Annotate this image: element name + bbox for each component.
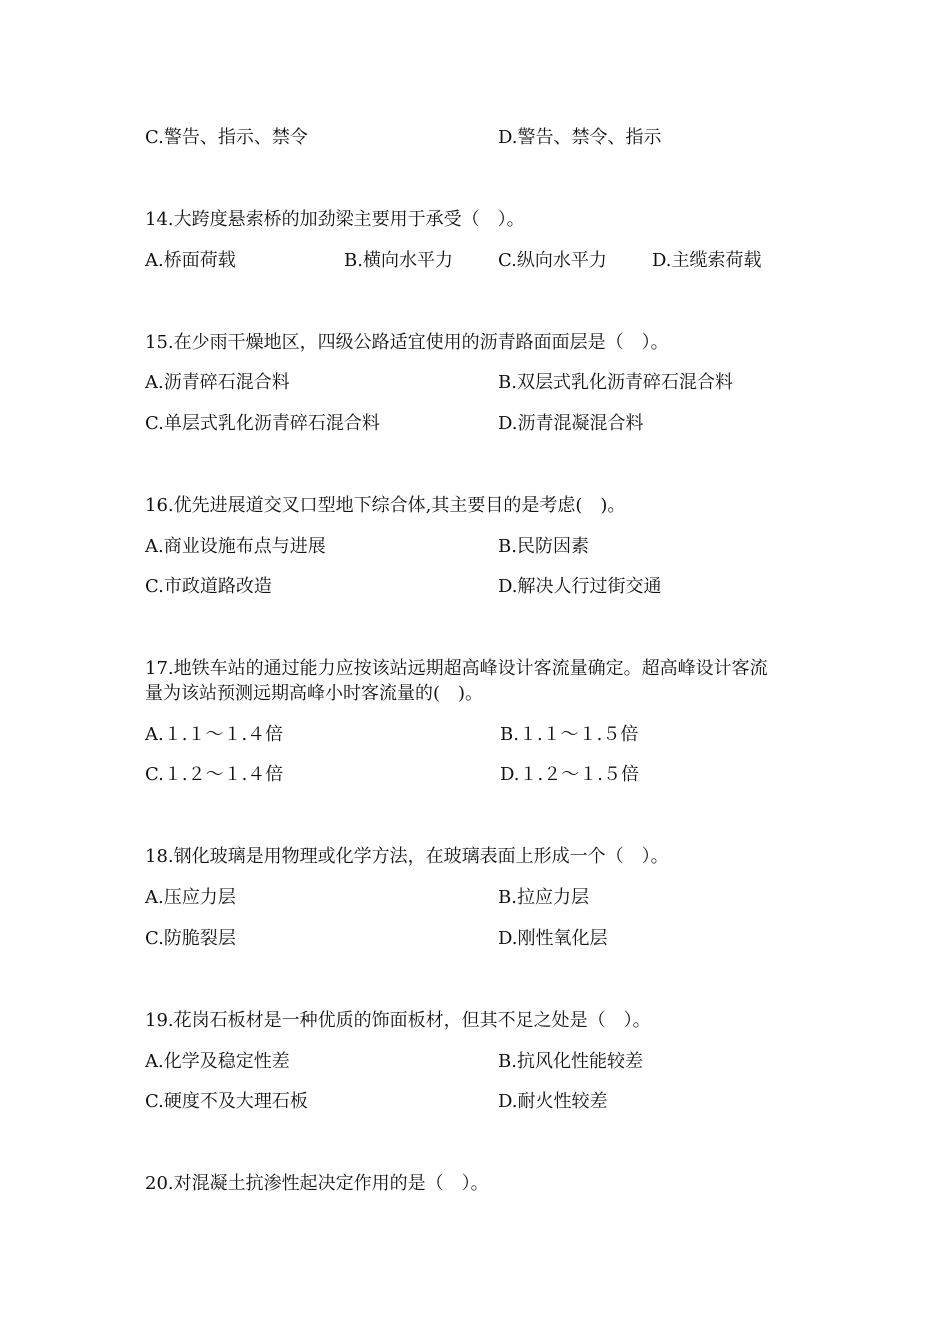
q16-option-b: B.民防因素 — [498, 536, 589, 557]
q15-question: 15.在少雨干燥地区，四级公路适宜使用的沥青路面面层是（ ）。 — [145, 332, 669, 353]
q14-option-a: A.桥面荷载 — [145, 250, 236, 271]
q16-option-d: D.解决人行过街交通 — [498, 576, 662, 597]
q18-option-d: D.刚性氧化层 — [498, 928, 608, 949]
q13-option-c: C.警告、指示、禁令 — [145, 127, 308, 148]
q14-option-c: C.纵向水平力 — [498, 250, 607, 271]
q19-option-d: D.耐火性较差 — [498, 1091, 608, 1112]
q17-question-line2: 量为该站预测远期高峰小时客流量的( )。 — [145, 683, 484, 704]
q15-option-b: B.双层式乳化沥青碎石混合料 — [498, 372, 733, 393]
q18-question: 18.钢化玻璃是用物理或化学方法，在玻璃表面上形成一个（ ）。 — [145, 846, 669, 867]
q16-option-c: C.市政道路改造 — [145, 576, 272, 597]
q13-option-d: D.警告、禁令、指示 — [498, 127, 662, 148]
q17-option-d: D.１.２～１.５倍 — [500, 764, 639, 785]
q16-question: 16.优先进展道交叉口型地下综合体,其主要目的是考虑( )。 — [145, 495, 626, 516]
q18-option-c: C.防脆裂层 — [145, 928, 236, 949]
q15-option-c: C.单层式乳化沥青碎石混合料 — [145, 413, 380, 434]
q14-question: 14.大跨度悬索桥的加劲梁主要用于承受（ ）。 — [145, 209, 525, 230]
q18-option-a: A.压应力层 — [145, 887, 236, 908]
q19-question: 19.花岗石板材是一种优质的饰面板材，但其不足之处是（ ）。 — [145, 1010, 651, 1031]
q19-option-a: A.化学及稳定性差 — [145, 1051, 290, 1072]
q18-option-b: B.拉应力层 — [498, 887, 589, 908]
q17-option-c: C.１.２～１.４倍 — [145, 764, 284, 785]
q14-option-d: D.主缆索荷载 — [652, 250, 762, 271]
q19-option-c: C.硬度不及大理石板 — [145, 1091, 308, 1112]
q15-option-d: D.沥青混凝混合料 — [498, 413, 644, 434]
q20-question: 20.对混凝土抗渗性起决定作用的是（ ）。 — [145, 1173, 489, 1194]
q14-option-b: B.横向水平力 — [344, 250, 453, 271]
q17-question-line1: 17.地铁车站的通过能力应按该站远期超高峰设计客流量确定。超高峰设计客流 — [145, 658, 768, 679]
q16-option-a: A.商业设施布点与进展 — [145, 536, 326, 557]
q15-option-a: A.沥青碎石混合料 — [145, 372, 290, 393]
q19-option-b: B.抗风化性能较差 — [498, 1051, 643, 1072]
q17-option-b: B.１.１～１.５倍 — [500, 724, 639, 745]
q17-option-a: A.１.１～１.４倍 — [145, 724, 284, 745]
